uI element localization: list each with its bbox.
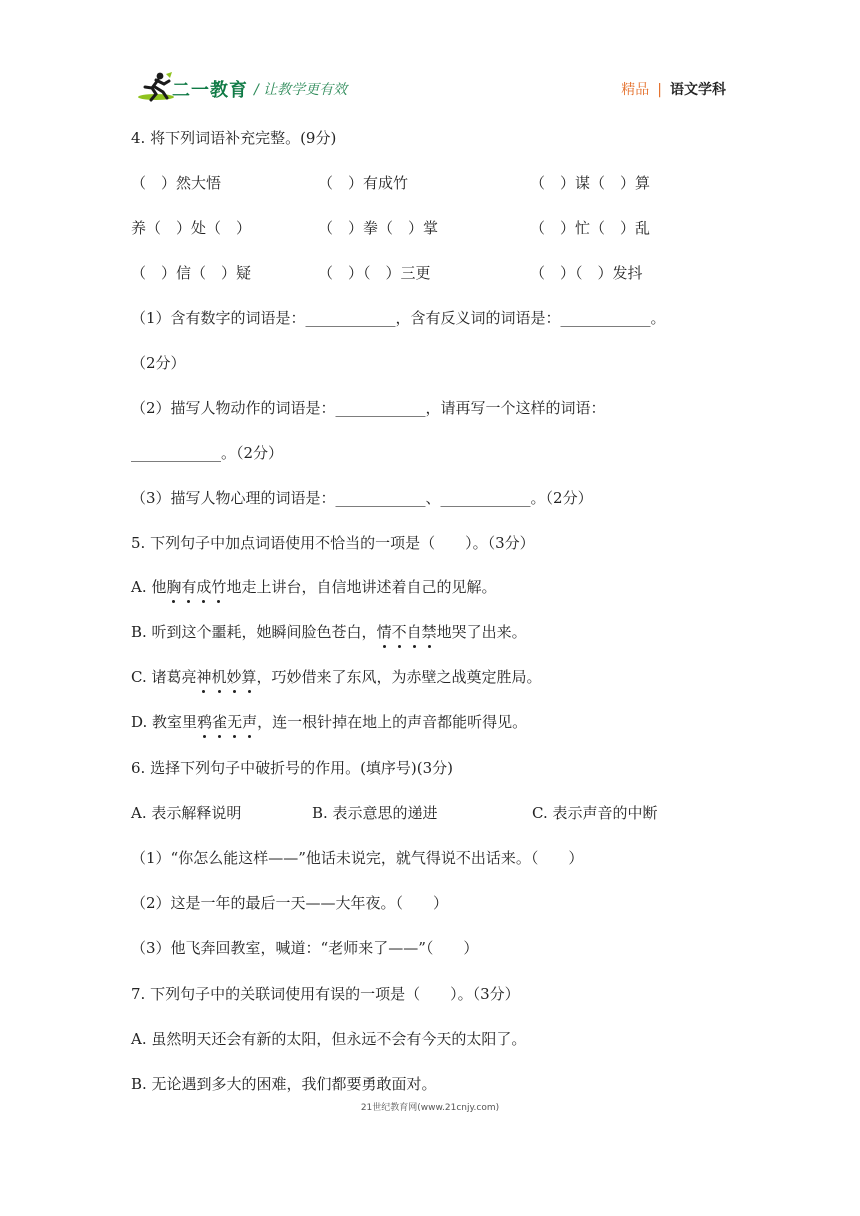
q4-item-3: （ ）谋（ ）算: [530, 174, 651, 192]
dotted-char: 算: [241, 668, 257, 686]
question-5-title: 5. 下列句子中加点词语使用不恰当的一项是（ ）。（3分）: [131, 534, 535, 552]
dotted-char: 雀: [212, 713, 228, 731]
subject-label: 语文学科: [670, 82, 726, 98]
q6-option-c: C. 表示声音的中断: [532, 804, 658, 822]
dotted-char: 成: [196, 578, 212, 596]
dotted-char: 自: [406, 623, 422, 641]
q4-sub2-cont: ____________。（2分）: [131, 444, 284, 462]
q5-c-pre: C. 诸葛亮: [131, 668, 197, 686]
question-6-title: 6. 选择下列句子中破折号的作用。(填序号)(3分): [131, 759, 454, 777]
dotted-char: 竹: [211, 578, 227, 596]
q6-sentence-2: （2）这是一年的最后一天——大年夜。（ ）: [131, 894, 449, 912]
q5-b-pre: B. 听到这个噩耗，她瞬间脸色苍白，: [131, 623, 377, 641]
q4-sub3: （3）描写人物心理的词语是：____________、____________。（2分）: [131, 489, 593, 507]
q5-a-post: 地走上讲台，自信地讲述着自己的见解。: [226, 578, 497, 596]
dotted-char: 机: [211, 668, 227, 686]
q5-c-post: ，巧妙借来了东风，为赤壁之战奠定胜局。: [256, 668, 542, 686]
page-footer: 21世纪教育网(www.21cnjy.com): [360, 1103, 500, 1113]
dotted-char: 无: [227, 713, 243, 731]
brand-name: 二一教育: [172, 80, 248, 101]
dotted-char: 有: [181, 578, 197, 596]
dotted-char: 鸦: [197, 713, 213, 731]
q6-option-a: A. 表示解释说明: [131, 804, 242, 822]
q4-item-9: （ ）（ ）发抖: [530, 264, 643, 282]
q4-item-2: （ ）有成竹: [318, 174, 409, 192]
q4-sub1-score: （2分）: [131, 354, 186, 372]
q4-item-1: （ ）然大悟: [131, 174, 222, 192]
q6-sentence-3: （3）他飞奔回教室，喊道：“老师来了——”（ ）: [131, 939, 479, 957]
q5-option-c: [131, 667, 542, 687]
quality-label: 精品: [621, 82, 650, 98]
q7-option-a: A. 虽然明天还会有新的太阳，但永远不会有今天的太阳了。: [131, 1030, 527, 1048]
q4-item-7: （ ）信（ ）疑: [131, 264, 252, 282]
q4-sub2: （2）描写人物动作的词语是：____________，请再写一个这样的词语：: [131, 399, 606, 417]
page-header: [136, 70, 726, 104]
question-7-title: 7. 下列句子中的关联词使用有误的一项是（ ）。（3分）: [131, 985, 520, 1003]
tag-separator: |: [657, 82, 662, 98]
q5-option-d: [131, 712, 527, 732]
q4-sub1: （1）含有数字的词语是：____________，含有反义词的词语是：____________。: [131, 309, 666, 327]
q6-sentence-1: （1）“你怎么能这样——”他话未说完，就气得说不出话来。（ ）: [131, 849, 584, 867]
q5-option-b: [131, 622, 527, 642]
dotted-char: 声: [242, 713, 258, 731]
question-4-title: 4. 将下列词语补充完整。(9分): [131, 129, 337, 147]
q4-item-6: （ ）忙（ ）乱: [530, 219, 651, 237]
q4-item-4: 养（ ）处（ ）: [131, 219, 252, 237]
q5-b-post: 地哭了出来。: [436, 623, 527, 641]
brand-slogan: / 让教学更有效: [254, 82, 348, 98]
q5-a-pre: A. 他: [131, 578, 167, 596]
q4-item-8: （ ）（ ）三更: [318, 264, 431, 282]
q4-item-5: （ ）拳（ ）掌: [318, 219, 439, 237]
q5-d-pre: D. 教室里: [131, 713, 198, 731]
dotted-char: 禁: [421, 623, 437, 641]
dotted-char: 胸: [166, 578, 182, 596]
dotted-char: 情: [376, 623, 392, 641]
q7-option-b: B. 无论遇到多大的困难，我们都要勇敢面对。: [131, 1075, 437, 1093]
q5-d-post: ，连一根针掉在地上的声音都能听得见。: [257, 713, 528, 731]
subject-tag: [621, 79, 726, 99]
dotted-char: 不: [391, 623, 407, 641]
dotted-char: 神: [196, 668, 212, 686]
q6-option-b: B. 表示意思的递进: [312, 804, 438, 822]
dotted-char: 妙: [226, 668, 242, 686]
q5-option-a: [131, 577, 496, 597]
